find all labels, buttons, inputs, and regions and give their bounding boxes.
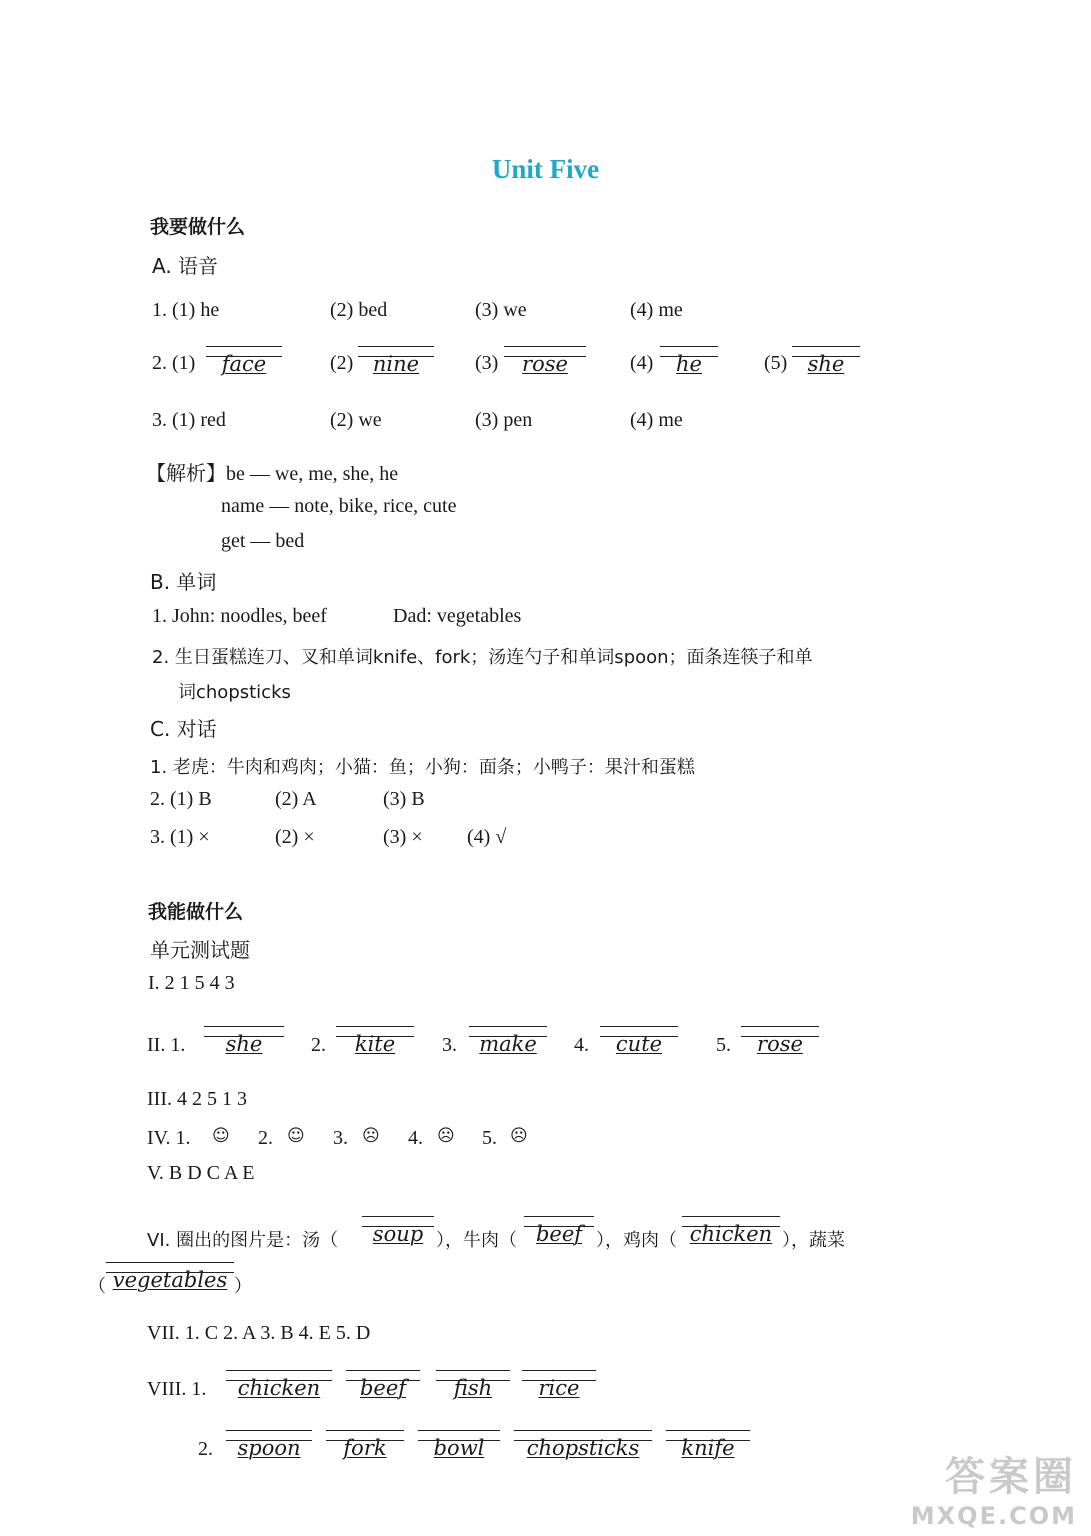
iv-label: 5. [482, 1127, 497, 1149]
analysis-line: name — note, bike, rice, cute [221, 495, 457, 517]
a-q1-item: (4) me [630, 299, 683, 321]
sad-face-icon: ☹ [362, 1126, 380, 1146]
vi-answer: beef [524, 1212, 594, 1256]
vi-text: ），蔬菜 [782, 1230, 845, 1251]
vi-text: ），鸡肉（ [596, 1230, 677, 1251]
watermark-logo [911, 1445, 1077, 1530]
a-q1-item: (3) we [475, 299, 527, 321]
viii-label: 2. [198, 1438, 213, 1460]
vi-answer: soup [362, 1212, 434, 1256]
ii-answer: rose [741, 1022, 819, 1066]
a-q3-item: (3) pen [475, 409, 533, 431]
c-line-2-item: (3) B [383, 788, 425, 810]
a-q2-label: (3) [475, 352, 499, 374]
a-q2-answer: she [792, 342, 860, 386]
ii-answer: kite [336, 1022, 414, 1066]
vi-text: VI. 圈出的图片是：汤（ [147, 1230, 339, 1251]
vi-text: ） [234, 1276, 252, 1297]
iv-label: 4. [408, 1127, 423, 1149]
smile-face-icon: ☺ [287, 1126, 305, 1146]
section-heading-1: 我要做什么 [150, 216, 246, 238]
page-title: Unit Five [491, 154, 600, 184]
answer-vii: VII. 1. C 2. A 3. B 4. E 5. D [147, 1322, 371, 1344]
viii-answer: bowl [418, 1426, 500, 1470]
c-line-2-item: (2) A [275, 788, 317, 810]
b-line-2a: 2. 生日蛋糕连刀、叉和单词knife、fork；汤连勺子和单词spoon；面条连筷子和单 [152, 647, 813, 668]
viii-answer: spoon [226, 1426, 312, 1470]
ii-answer: cute [600, 1022, 678, 1066]
analysis-line: 【解析】be — we, me, she, he [146, 463, 399, 485]
iv-label: 2. [258, 1127, 273, 1149]
sad-face-icon: ☹ [437, 1126, 455, 1146]
viii-answer: fish [436, 1366, 510, 1410]
sad-face-icon: ☹ [510, 1126, 528, 1146]
c-line-3-item: (3) × [383, 826, 423, 848]
a-q3-item: (4) me [630, 409, 683, 431]
b-line-1a: 1. John: noodles, beef [152, 605, 327, 627]
vi-text: （ [88, 1276, 106, 1297]
c-line-3-item: (4) √ [467, 826, 507, 848]
a-q2-answer: nine [358, 342, 434, 386]
ii-label: 4. [574, 1034, 589, 1056]
test-heading: 单元测试题 [150, 938, 250, 962]
ii-label: 2. [311, 1034, 326, 1056]
viii-answer: fork [326, 1426, 404, 1470]
vi-answer: vegetables [106, 1258, 234, 1302]
part-a-heading: A. 语音 [152, 254, 219, 278]
ii-label: 3. [442, 1034, 457, 1056]
a-q3-item: 3. (1) red [152, 409, 226, 431]
watermark-line-2: MXQE.COM [910, 1502, 1077, 1530]
viii-answer: rice [522, 1366, 596, 1410]
b-line-2b: 词chopsticks [178, 682, 291, 703]
ii-label: II. 1. [147, 1034, 186, 1056]
analysis-line: get — bed [221, 530, 305, 552]
a-q2-answer: face [206, 342, 282, 386]
a-q1-item: 1. (1) he [152, 299, 220, 321]
c-line-3-item: (2) × [275, 826, 315, 848]
answer-iii: III. 4 2 5 1 3 [147, 1088, 247, 1110]
iv-label: 3. [333, 1127, 348, 1149]
iv-label: IV. 1. [147, 1127, 191, 1149]
answer-i: I. 2 1 5 4 3 [148, 972, 235, 994]
a-q3-item: (2) we [330, 409, 382, 431]
viii-answer: chopsticks [514, 1426, 652, 1470]
a-q2-label: (5) [764, 352, 788, 374]
part-b-heading: B. 单词 [150, 570, 217, 594]
ii-answer: make [469, 1022, 547, 1066]
c-line-2-item: 2. (1) B [150, 788, 212, 810]
a-q2-answer: rose [504, 342, 586, 386]
answer-v: V. B D C A E [147, 1162, 255, 1184]
a-q2-answer: he [660, 342, 718, 386]
ii-answer: she [204, 1022, 284, 1066]
smile-face-icon: ☺ [212, 1126, 230, 1146]
c-line-1: 1. 老虎：牛肉和鸡肉；小猫：鱼；小狗：面条；小鸭子：果汁和蛋糕 [150, 757, 695, 778]
a-q2-label: (4) [630, 352, 654, 374]
viii-answer: beef [346, 1366, 420, 1410]
section-heading-2: 我能做什么 [148, 901, 244, 923]
watermark-line-1: 答案圈 [945, 1454, 1077, 1500]
vi-text: ），牛肉（ [436, 1230, 517, 1251]
viii-answer: knife [666, 1426, 750, 1470]
a-q2-label: 2. (1) [152, 352, 196, 374]
ii-label: 5. [716, 1034, 731, 1056]
c-line-3-item: 3. (1) × [150, 826, 210, 848]
part-c-heading: C. 对话 [150, 717, 217, 741]
a-q2-label: (2) [330, 352, 354, 374]
a-q1-item: (2) bed [330, 299, 388, 321]
vi-answer: chicken [682, 1212, 780, 1256]
b-line-1b: Dad: vegetables [393, 605, 522, 627]
viii-answer: chicken [226, 1366, 332, 1410]
viii-label: VIII. 1. [147, 1378, 207, 1400]
